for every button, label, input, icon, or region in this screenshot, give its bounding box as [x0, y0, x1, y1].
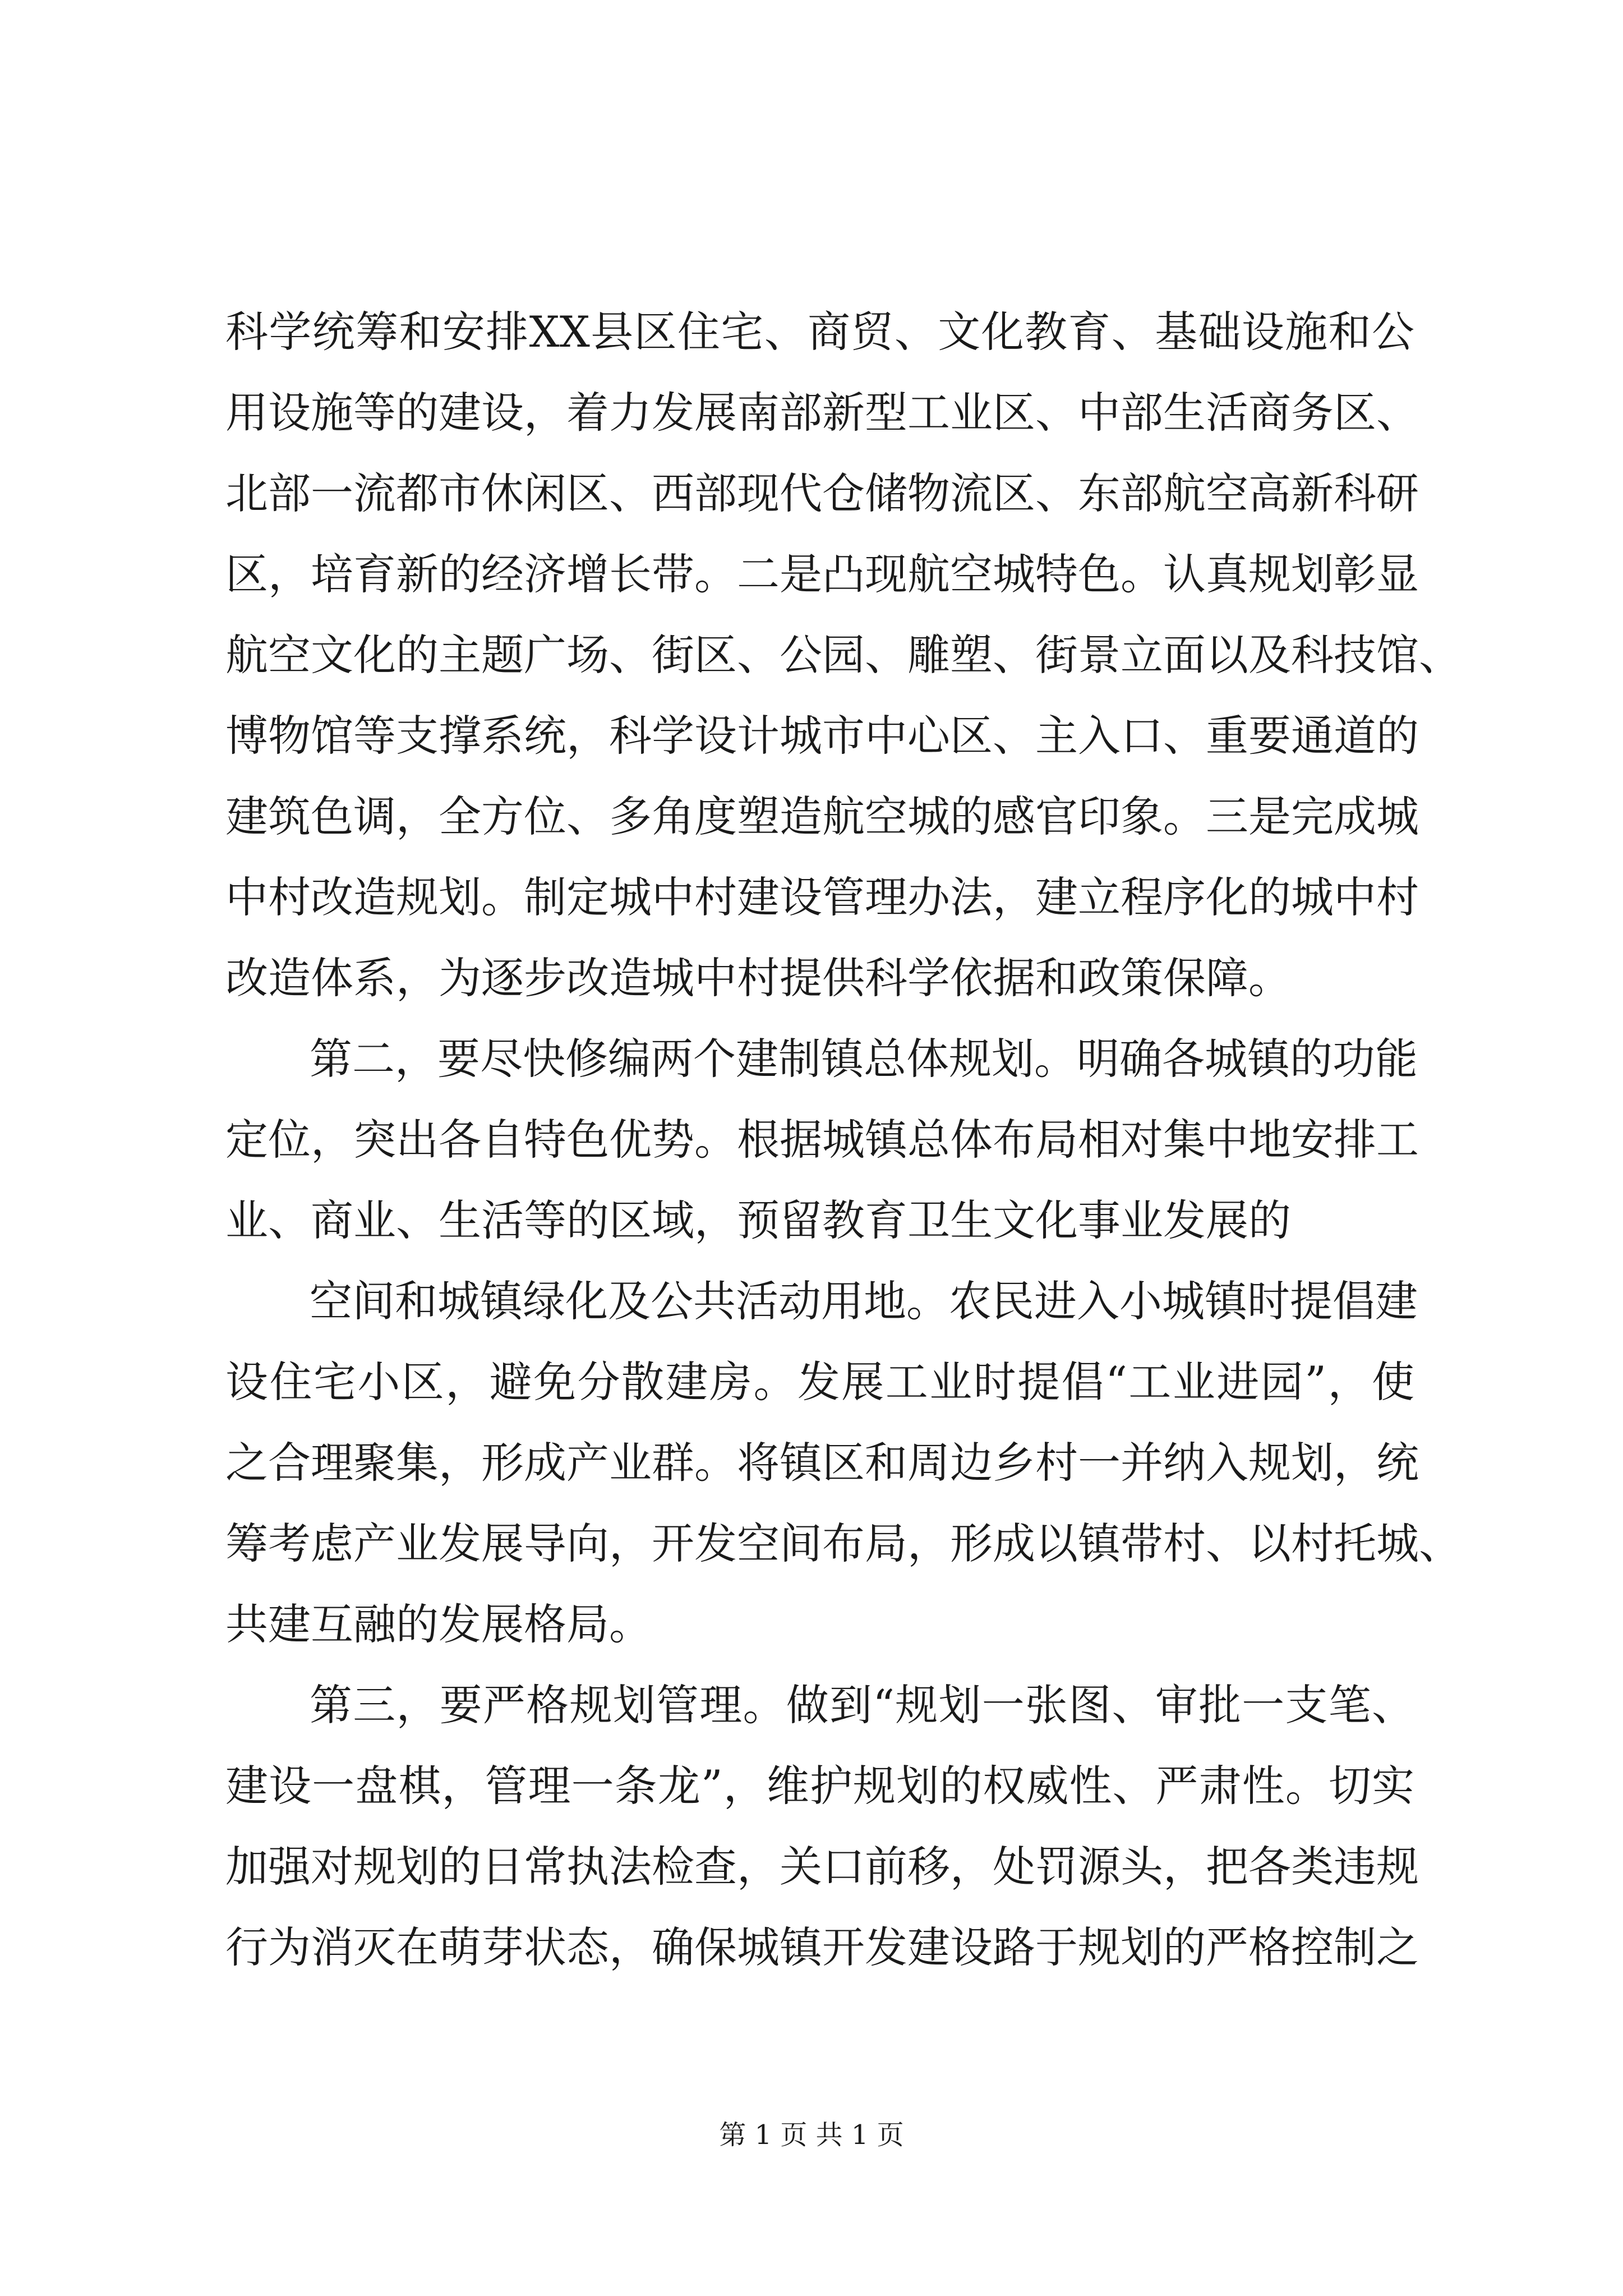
text-line: 航空文化的主题广场、街区、公园、雕塑、街景立面以及科技馆、 — [225, 630, 1461, 680]
text-line: 之合理聚集，形成产业群。将镇区和周边乡村一并纳入规划，统 — [225, 1438, 1419, 1488]
paragraph-2 — [225, 1019, 1419, 1261]
text-line: 筹考虑产业发展导向，开发空间布局，形成以镇带村、以村托城、 — [225, 1519, 1461, 1568]
text-line: 第三，要严格规划管理。做到“规划一张图、审批一支笔、 — [310, 1680, 1414, 1730]
text-line: 科学统筹和安排XX县区住宅、商贸、文化教育、基础设施和公 — [225, 307, 1414, 357]
text-line: 加强对规划的日常执法检查，关口前移，处罚源头，把各类违规 — [225, 1842, 1419, 1892]
text-line: 业、商业、生活等的区域，预留教育卫生文化事业发展的 — [225, 1195, 1291, 1245]
text-line: 中村改造规划。制定城中村建设管理办法，建立程序化的城中村 — [225, 872, 1419, 922]
text-line: 建筑色调，全方位、多角度塑造航空城的感官印象。三是完成城 — [225, 792, 1419, 841]
page-footer: 第 1 页 共 1 页 — [719, 2119, 904, 2151]
text-line: 区，培育新的经济增长带。二是凸现航空城特色。认真规划彰显 — [225, 549, 1419, 599]
text-line: 博物馆等支撑系统，科学设计城市中心区、主入口、重要通道的 — [225, 711, 1419, 761]
text-line: 建设一盘棋，管理一条龙”，维护规划的权威性、严肃性。切实 — [225, 1761, 1414, 1811]
paragraph-1 — [225, 292, 1461, 1019]
text-line: 空间和城镇绿化及公共活动用地。农民进入小城镇时提倡建 — [310, 1276, 1418, 1326]
paragraph-3 — [225, 1261, 1461, 1665]
text-line: 用设施等的建设，着力发展南部新型工业区、中部生活商务区、 — [225, 388, 1419, 438]
text-line: 共建互融的发展格局。 — [225, 1599, 652, 1649]
text-line: 改造体系，为逐步改造城中村提供科学依据和政策保障。 — [225, 953, 1291, 1003]
text-line: 设住宅小区，避免分散建房。发展工业时提倡“工业进园”，使 — [225, 1357, 1414, 1407]
document-body — [225, 292, 1461, 1988]
text-line: 行为消灭在萌芽状态，确保城镇开发建设路于规划的严格控制之 — [225, 1922, 1419, 1972]
paragraph-4 — [225, 1665, 1419, 1988]
text-line: 北部一流都市休闲区、西部现代仓储物流区、东部航空高新科研 — [225, 468, 1419, 518]
text-line: 定位，突出各自特色优势。根据城镇总体布局相对集中地安排工 — [225, 1115, 1419, 1165]
text-line: 第二，要尽快修编两个建制镇总体规划。明确各城镇的功能 — [310, 1034, 1418, 1084]
